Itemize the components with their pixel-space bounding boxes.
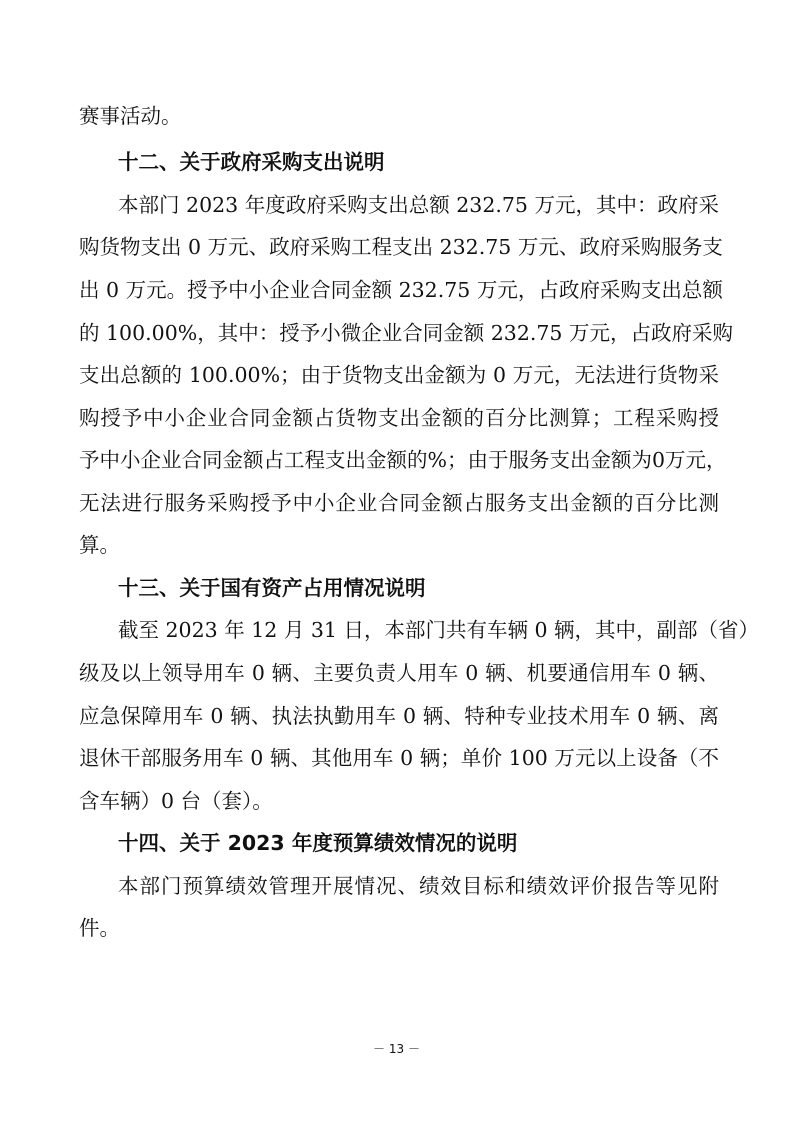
paragraph-line: 的 100.00%，其中：授予小微企业合同金额 232.75 万元，占政府采购 [79,321,733,345]
paragraph-line: 购货物支出 0 万元、政府采购工程支出 232.75 万元、政府采购服务支 [79,235,723,259]
page-number: － 13 － [373,1042,420,1056]
paragraph-line: 无法进行服务采购授予中小企业合同金额占服务支出金额的百分比测 [79,491,719,515]
paragraph-line: 截至 2023 年 12 月 31 日，本部门共有车辆 0 辆，其中，副部（省） [118,618,760,642]
paragraph-line: 赛事活动。 [79,104,182,128]
paragraph-line: 购授予中小企业合同金额占货物支出金额的百分比测算；工程采购授 [79,406,719,430]
paragraph-line: 件。 [79,916,120,940]
paragraph-line: 退休干部服务用车 0 辆、其他用车 0 辆；单价 100 万元以上设备（不 [79,746,719,770]
section-heading-12: 十二、关于政府采购支出说明 [118,150,385,174]
paragraph-line: 本部门预算绩效管理开展情况、绩效目标和绩效评价报告等见附 [118,874,719,898]
paragraph-line: 出 0 万元。授予中小企业合同金额 232.75 万元，占政府采购支出总额 [79,278,723,302]
paragraph-line: 应急保障用车 0 辆、执法执勤用车 0 辆、特种专业技术用车 0 辆、离 [79,704,719,728]
paragraph-line: 予中小企业合同金额占工程支出金额的%；由于服务支出金额为0万元， [79,448,727,472]
paragraph-line: 算。 [79,533,120,557]
paragraph-line: 支出总额的 100.00%；由于货物支出金额为 0 万元，无法进行货物采 [79,363,719,387]
section-heading-14: 十四、关于 2023 年度预算绩效情况的说明 [118,831,518,855]
paragraph-line: 本部门 2023 年度政府采购支出总额 232.75 万元，其中：政府采 [118,193,719,217]
paragraph-line: 含车辆）0 台（套）。 [79,789,273,813]
paragraph-line: 级及以上领导用车 0 辆、主要负责人用车 0 辆、机要通信用车 0 辆、 [79,661,719,685]
section-heading-13: 十三、关于国有资产占用情况说明 [118,576,426,600]
